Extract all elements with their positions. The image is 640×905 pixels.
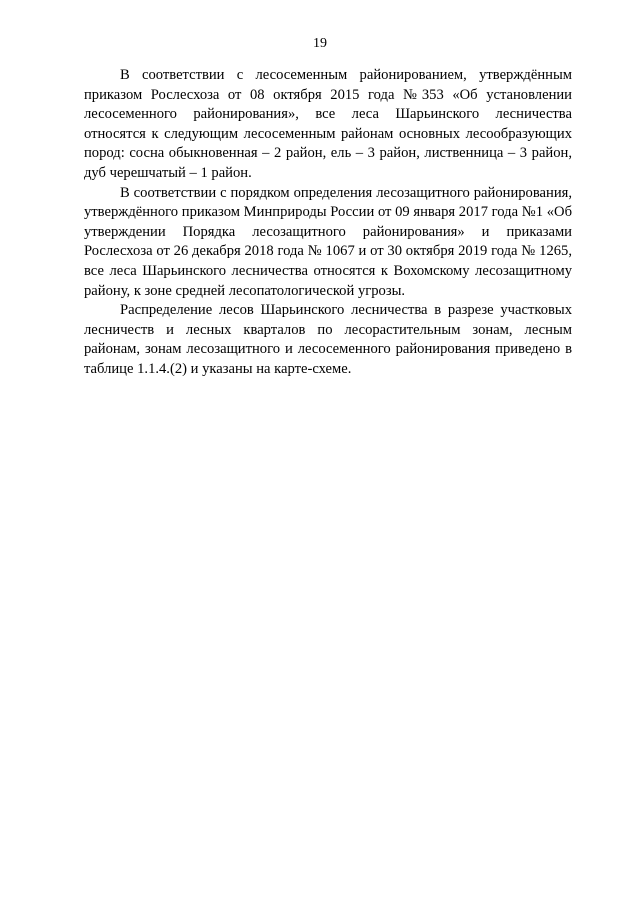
paragraph-raspredelenie-lesov: Распределение лесов Шарьинского лесничества в разрезе участковых лесничеств и лесных кварталов по лесорастительным зонам, лесным районам, зонам лесозащитного и лесосеменного районирования приведено в таблице 1.1.4.(2) и указаны на карте-схеме. (84, 302, 572, 377)
paragraph-lesozashchitnoe-rayonirovanie: В соответствии с порядком определения лесозащитного районирования, утверждённого приказом Минприроды России от 09 января 2017 года №1 «Об утверждении Порядка лесозащитного районирования» и приказами Рослесхоза от 26 декабря 2018 года № 1067 и от 30 октября 2019 года № 1265, все леса Шарьинского лесничества относятся к Вохомскому лесозащитному району, к зоне средней лесопатологической угрозы. (84, 184, 572, 299)
page-number: 19 (313, 36, 327, 51)
document-body (84, 66, 572, 380)
paragraph-lesosemennoe-rayonirovanie: В соответствии с лесосеменным районированием, утверждённым приказом Рослесхоза от 08 октября 2015 года №353 «Об установлении лесосеменного районирования», все леса Шарьинского лесничества относятся к следующим лесосеменным районам основных лесообразующих пород: сосна обыкновенная – 2 район, ель – 3 район, лиственница – 3 район, дуб черешчатый – 1 район. (84, 67, 572, 181)
